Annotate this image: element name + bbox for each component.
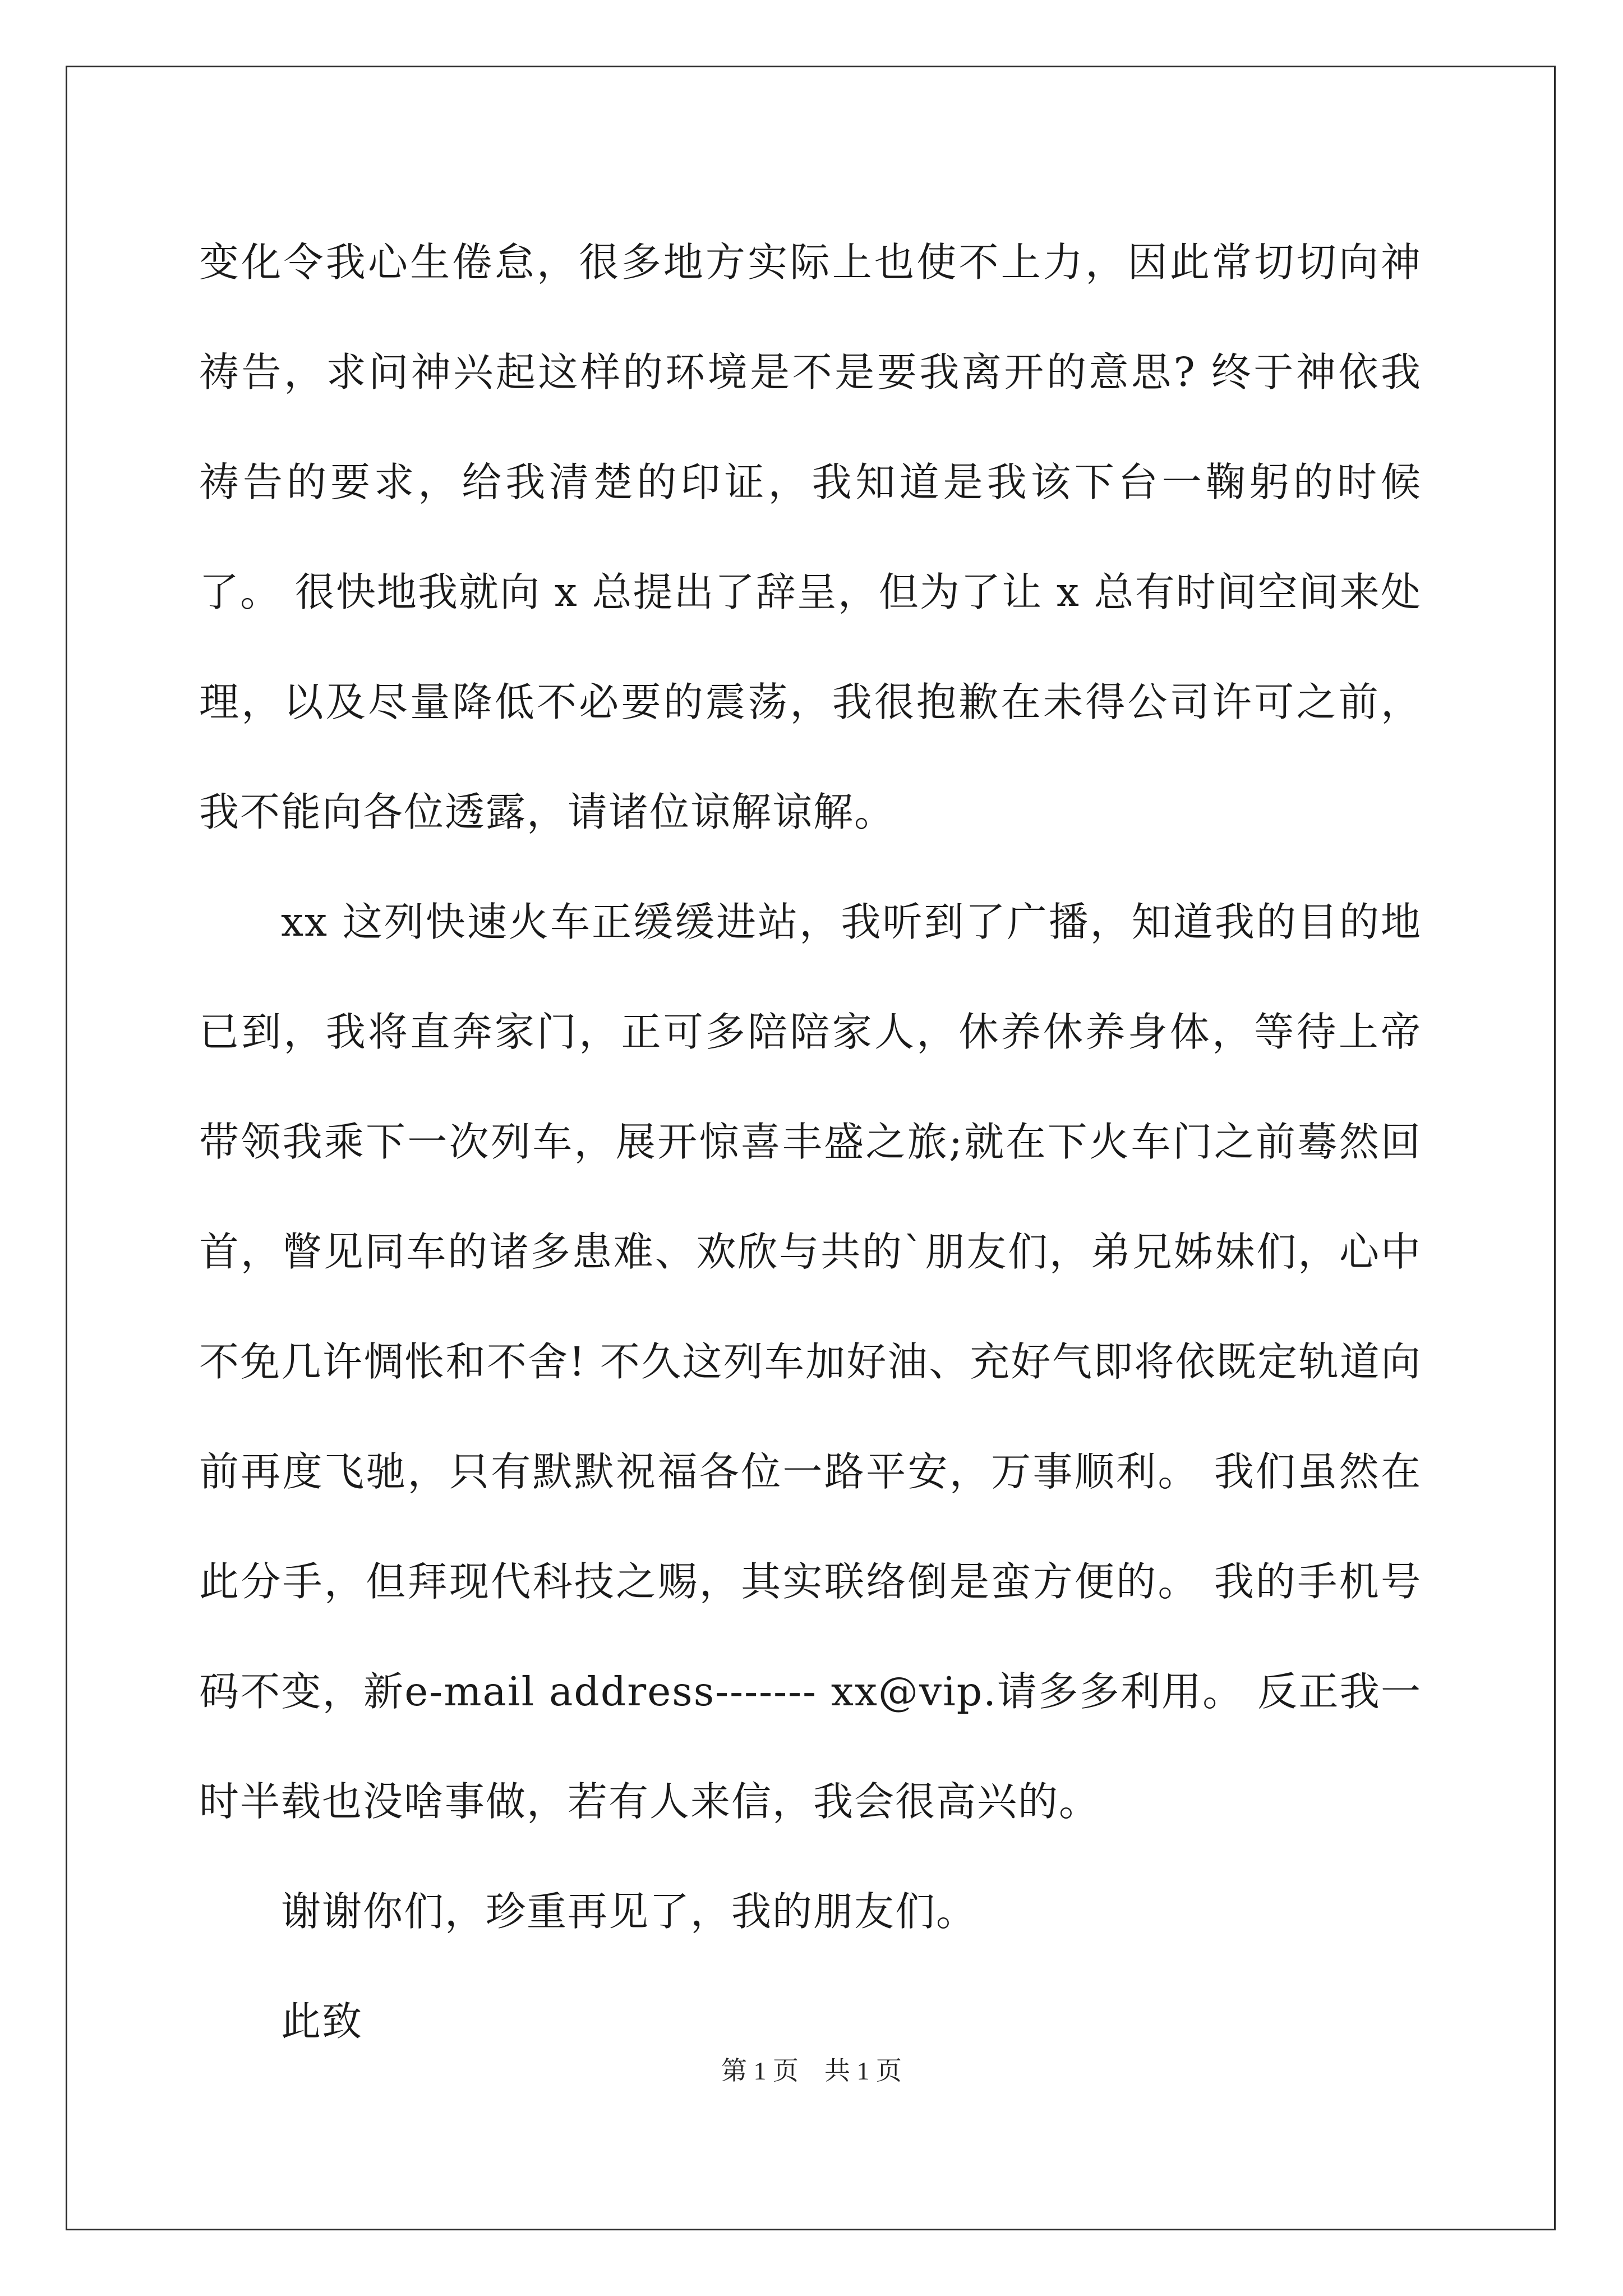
page-number-footer: 第 1 页 共 1 页 <box>721 2056 902 2085</box>
paragraph-salutation: 此致 <box>281 1998 363 2045</box>
document-body <box>199 208 1422 2077</box>
paragraph-1: 变化令我心生倦怠，很多地方实际上也使不上力，因此常切切向神祷告，求问神兴起这样的环境是不是要我离开的意思? 终于神依我祷告的要求，给我清楚的印证，我知道是我该下台一鞠躬的时候了。 很快地我就向 x 总提出了辞呈，但为了让 x 总有时间空间来处理，以及尽量降低不必要的震荡，我很抱歉在未得公司许可之前，我不能向各位透露，请诸位谅解谅解。 <box>199 239 1422 835</box>
paragraph-closing-thanks: 谢谢你们，珍重再见了，我的朋友们。 <box>281 1888 978 1935</box>
paragraph-2: xx 这列快速火车正缓缓进站，我听到了广播，知道我的目的地已到，我将直奔家门，正可多陪陪家人，休养休养身体，等待上帝带领我乘下一次列车，展开惊喜丰盛之旅;就在下火车门之前蓦然回首，瞥见同车的诸多患难、欢欣与共的`朋友们，弟兄姊妹们，心中不免几许惆怅和不舍! 不久这列车加好油、充好气即将依既定轨道向前再度飞驰，只有默默祝福各位一路平安，万事顺利。 我们虽然在此分手，但拜现代科技之赐，其实联络倒是蛮方便的。 我的手机号码不变，新e-mail address------- xx@vip.请多多利用。 反正我一时半载也没啥事做，若有人来信，我会很高兴的。 <box>199 899 1422 1825</box>
